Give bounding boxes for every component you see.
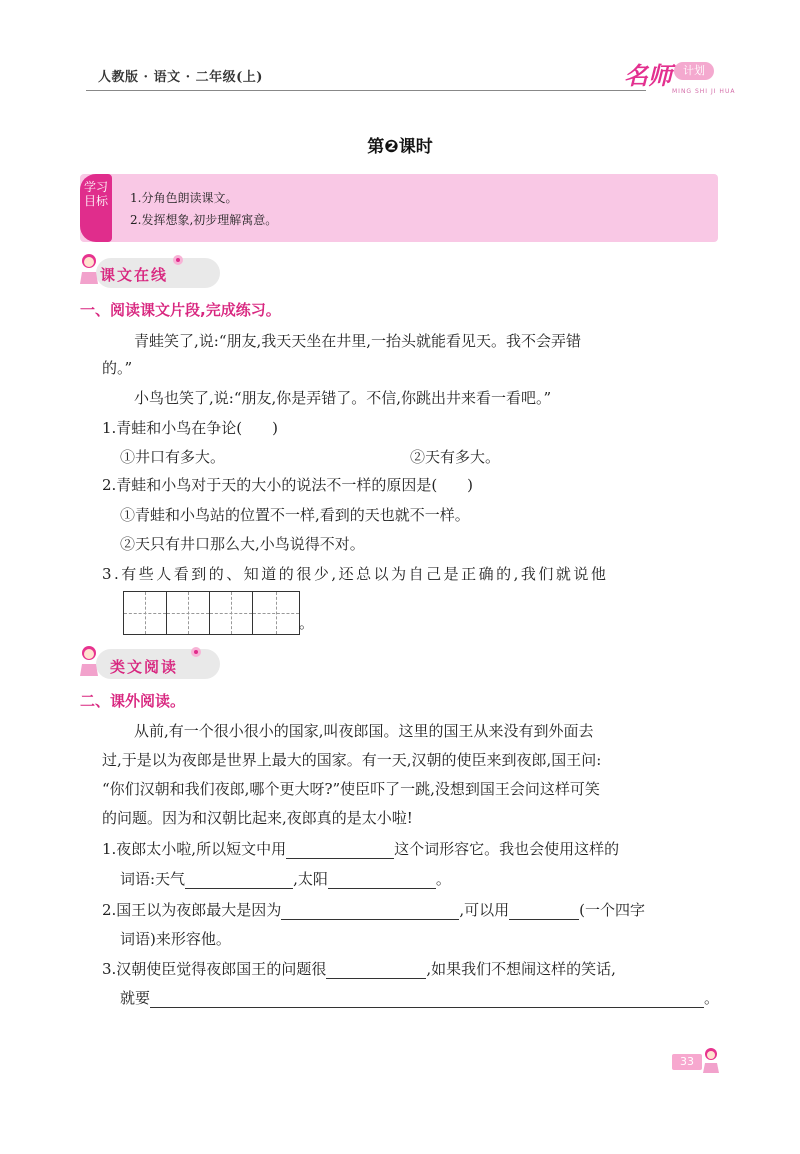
question-text: 词语)来形容他。 <box>120 930 231 948</box>
answer-blank[interactable] <box>185 872 293 889</box>
answer-blank[interactable] <box>286 842 394 859</box>
answer-blank[interactable] <box>281 903 459 920</box>
question-text: 就要 <box>120 989 151 1007</box>
question-text: ,可以用 <box>459 901 510 919</box>
brand-logo-text: 名师 <box>624 61 672 90</box>
question-end-mark: 。 <box>299 614 315 632</box>
answer-blank[interactable] <box>150 991 704 1008</box>
question-text: 1.夜郎太小啦,所以短文中用 <box>102 840 287 858</box>
header-label: 人教版 · 语文 · 二年级(上) <box>98 70 263 85</box>
section-banner-label: 类文阅读 <box>110 658 179 676</box>
girl-mascot-icon <box>76 644 102 678</box>
grid-cell[interactable] <box>210 592 253 634</box>
brand-logo-pinyin: MING SHI JI HUA <box>672 88 736 95</box>
girl-mascot-icon <box>700 1046 722 1074</box>
objective-item-1: 1.分角色朗读课文。 <box>130 191 238 205</box>
passage-line: 的。” <box>102 359 133 377</box>
answer-blank[interactable] <box>326 962 426 979</box>
header-divider <box>86 90 646 91</box>
question-line <box>102 899 645 920</box>
girl-mascot-icon <box>76 252 102 286</box>
passage-line: 从前,有一个很小很小的国家,叫夜郎国。这里的国王从来没有到外面去 <box>134 722 594 740</box>
question-text: 2.国王以为夜郎最大是因为 <box>102 901 282 919</box>
question-line <box>120 987 719 1008</box>
passage-line: “你们汉朝和我们夜郎,哪个更大呀?”使臣吓了一跳,没想到国王会问这样可笑 <box>102 780 600 798</box>
question-text: 词语:天气 <box>120 870 186 888</box>
question-text: 这个词形容它。我也会使用这样的 <box>394 840 620 858</box>
question-text: 。 <box>704 989 720 1007</box>
question-text: ,太阳 <box>293 870 328 888</box>
question-text: 3.有些人看到的、知道的很少,还总以为自己是正确的,我们就说他 <box>102 565 609 583</box>
answer-blank[interactable] <box>509 903 579 920</box>
passage-line: 小鸟也笑了,说:“朋友,你是弄错了。不信,你跳出井来看一看吧。” <box>134 389 552 407</box>
question-line <box>102 838 619 859</box>
question-line <box>102 958 616 979</box>
question-text: ,如果我们不想闹这样的笑话, <box>426 960 616 978</box>
grid-cell[interactable] <box>167 592 210 634</box>
passage-line: 青蛙笑了,说:“朋友,我天天坐在井里,一抬头就能看见天。我不会弄错 <box>134 332 582 350</box>
grid-cell[interactable] <box>124 592 167 634</box>
flower-icon <box>190 646 202 658</box>
answer-option[interactable]: ①青蛙和小鸟站的位置不一样,看到的天也就不一样。 <box>120 506 470 524</box>
question-text: 1.青蛙和小鸟在争论( ) <box>102 419 279 437</box>
flower-icon <box>172 254 184 266</box>
writing-grid[interactable] <box>123 591 300 635</box>
page-number: 33 <box>680 1055 694 1068</box>
grid-cell[interactable] <box>253 592 299 634</box>
question-text: 3.汉朝使臣觉得夜郎国王的问题很 <box>102 960 327 978</box>
objectives-box <box>80 174 718 242</box>
section-heading-1: 一、阅读课文片段,完成练习。 <box>80 301 281 319</box>
answer-option[interactable]: ②天只有井口那么大,小鸟说得不对。 <box>120 535 365 553</box>
section-heading-2: 二、课外阅读。 <box>80 692 186 710</box>
brand-logo-tag: 计划 <box>674 62 714 80</box>
objective-item-2: 2.发挥想象,初步理解寓意。 <box>130 213 278 227</box>
question-text: 2.青蛙和小鸟对于天的大小的说法不一样的原因是( ) <box>102 476 474 494</box>
question-line <box>120 868 451 889</box>
lesson-title: 第❷课时 <box>367 137 433 157</box>
objectives-badge-label: 学习目标 <box>84 180 109 208</box>
answer-option[interactable]: ①井口有多大。 <box>120 448 226 466</box>
question-text: 。 <box>435 870 451 888</box>
passage-line: 过,于是以为夜郎是世界上最大的国家。有一天,汉朝的使臣来到夜郎,国王问: <box>102 751 602 769</box>
answer-blank[interactable] <box>328 872 436 889</box>
question-text: (一个四字 <box>579 901 645 919</box>
passage-line: 的问题。因为和汉朝比起来,夜郎真的是太小啦! <box>102 809 413 827</box>
section-banner-label: 课文在线 <box>100 266 169 284</box>
answer-option[interactable]: ②天有多大。 <box>410 448 501 466</box>
